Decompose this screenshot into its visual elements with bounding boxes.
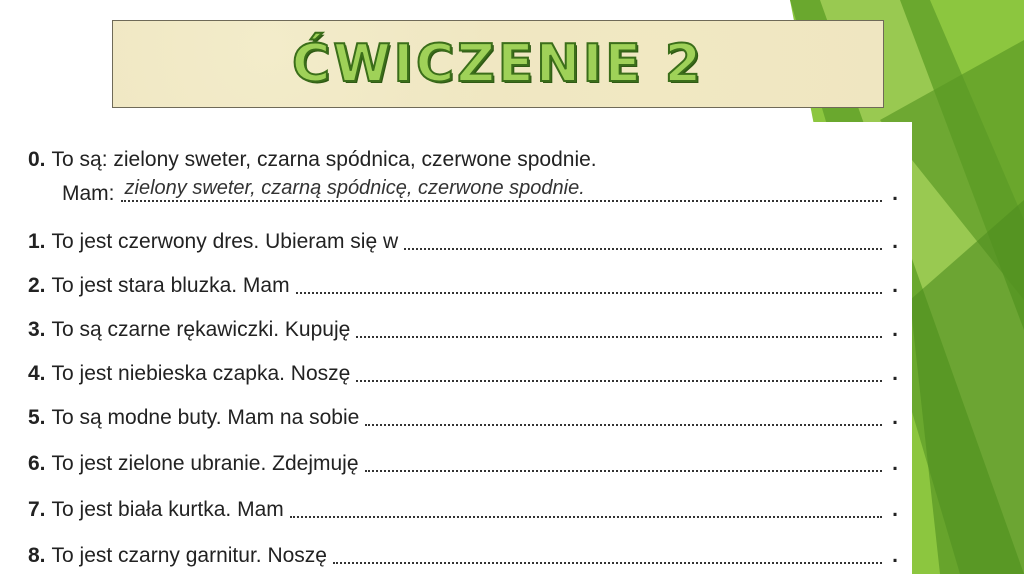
item-number: 2. [28,274,46,297]
title-banner [112,20,884,108]
example-prompt: Mam: [62,182,115,205]
answer-blank[interactable] [404,226,882,250]
item-number: 1. [28,230,46,253]
line-period: . [892,498,898,521]
exercise-item [28,436,898,476]
exercise-item [28,346,898,386]
exercise-item [28,258,898,298]
line-period: . [892,406,898,429]
exercise-item [28,528,898,568]
item-prompt: To jest niebieska czapka. Noszę [51,362,351,385]
item-prompt: To są modne buty. Mam na sobie [51,406,360,429]
line-period: . [892,362,898,385]
item-number: 6. [28,452,46,475]
item-prompt: To są czarne rękawiczki. Kupuję [51,318,351,341]
exercise-item [28,390,898,430]
line-period: . [892,544,898,567]
answer-blank[interactable] [333,540,882,564]
exercise-item [28,214,898,254]
example-answer-row [28,166,898,206]
page-title: ĆWICZENIE 2 [292,34,704,94]
item-prompt: To jest zielone ubranie. Zdejmuję [51,452,359,475]
item-number: 7. [28,498,46,521]
line-period: . [892,230,898,253]
line-period: . [892,182,898,205]
answer-blank[interactable] [365,402,882,426]
example-answer-blank [121,178,883,202]
line-period: . [892,274,898,297]
answer-blank[interactable] [365,448,882,472]
item-prompt: To jest biała kurtka. Mam [51,498,284,521]
item-number: 5. [28,406,46,429]
line-period: . [892,318,898,341]
item-number: 8. [28,544,46,567]
answer-blank[interactable] [296,270,882,294]
item-prompt: To jest stara bluzka. Mam [51,274,290,297]
line-period: . [892,452,898,475]
answer-blank[interactable] [290,494,882,518]
item-number: 4. [28,362,46,385]
item-prompt: To jest czerwony dres. Ubieram się w [51,230,399,253]
example-sentence: To są: zielony sweter, czarna spódnica, czerwone spodnie. [51,148,597,171]
answer-blank[interactable] [356,314,882,338]
exercise-sheet [0,122,912,574]
exercise-item [28,302,898,342]
answer-blank[interactable] [356,358,882,382]
item-number: 0. [28,148,46,171]
item-prompt: To jest czarny garnitur. Noszę [51,544,327,567]
exercise-item [28,482,898,522]
example-answer: zielony sweter, czarną spódnicę, czerwone spodnie. [124,177,585,199]
item-number: 3. [28,318,46,341]
